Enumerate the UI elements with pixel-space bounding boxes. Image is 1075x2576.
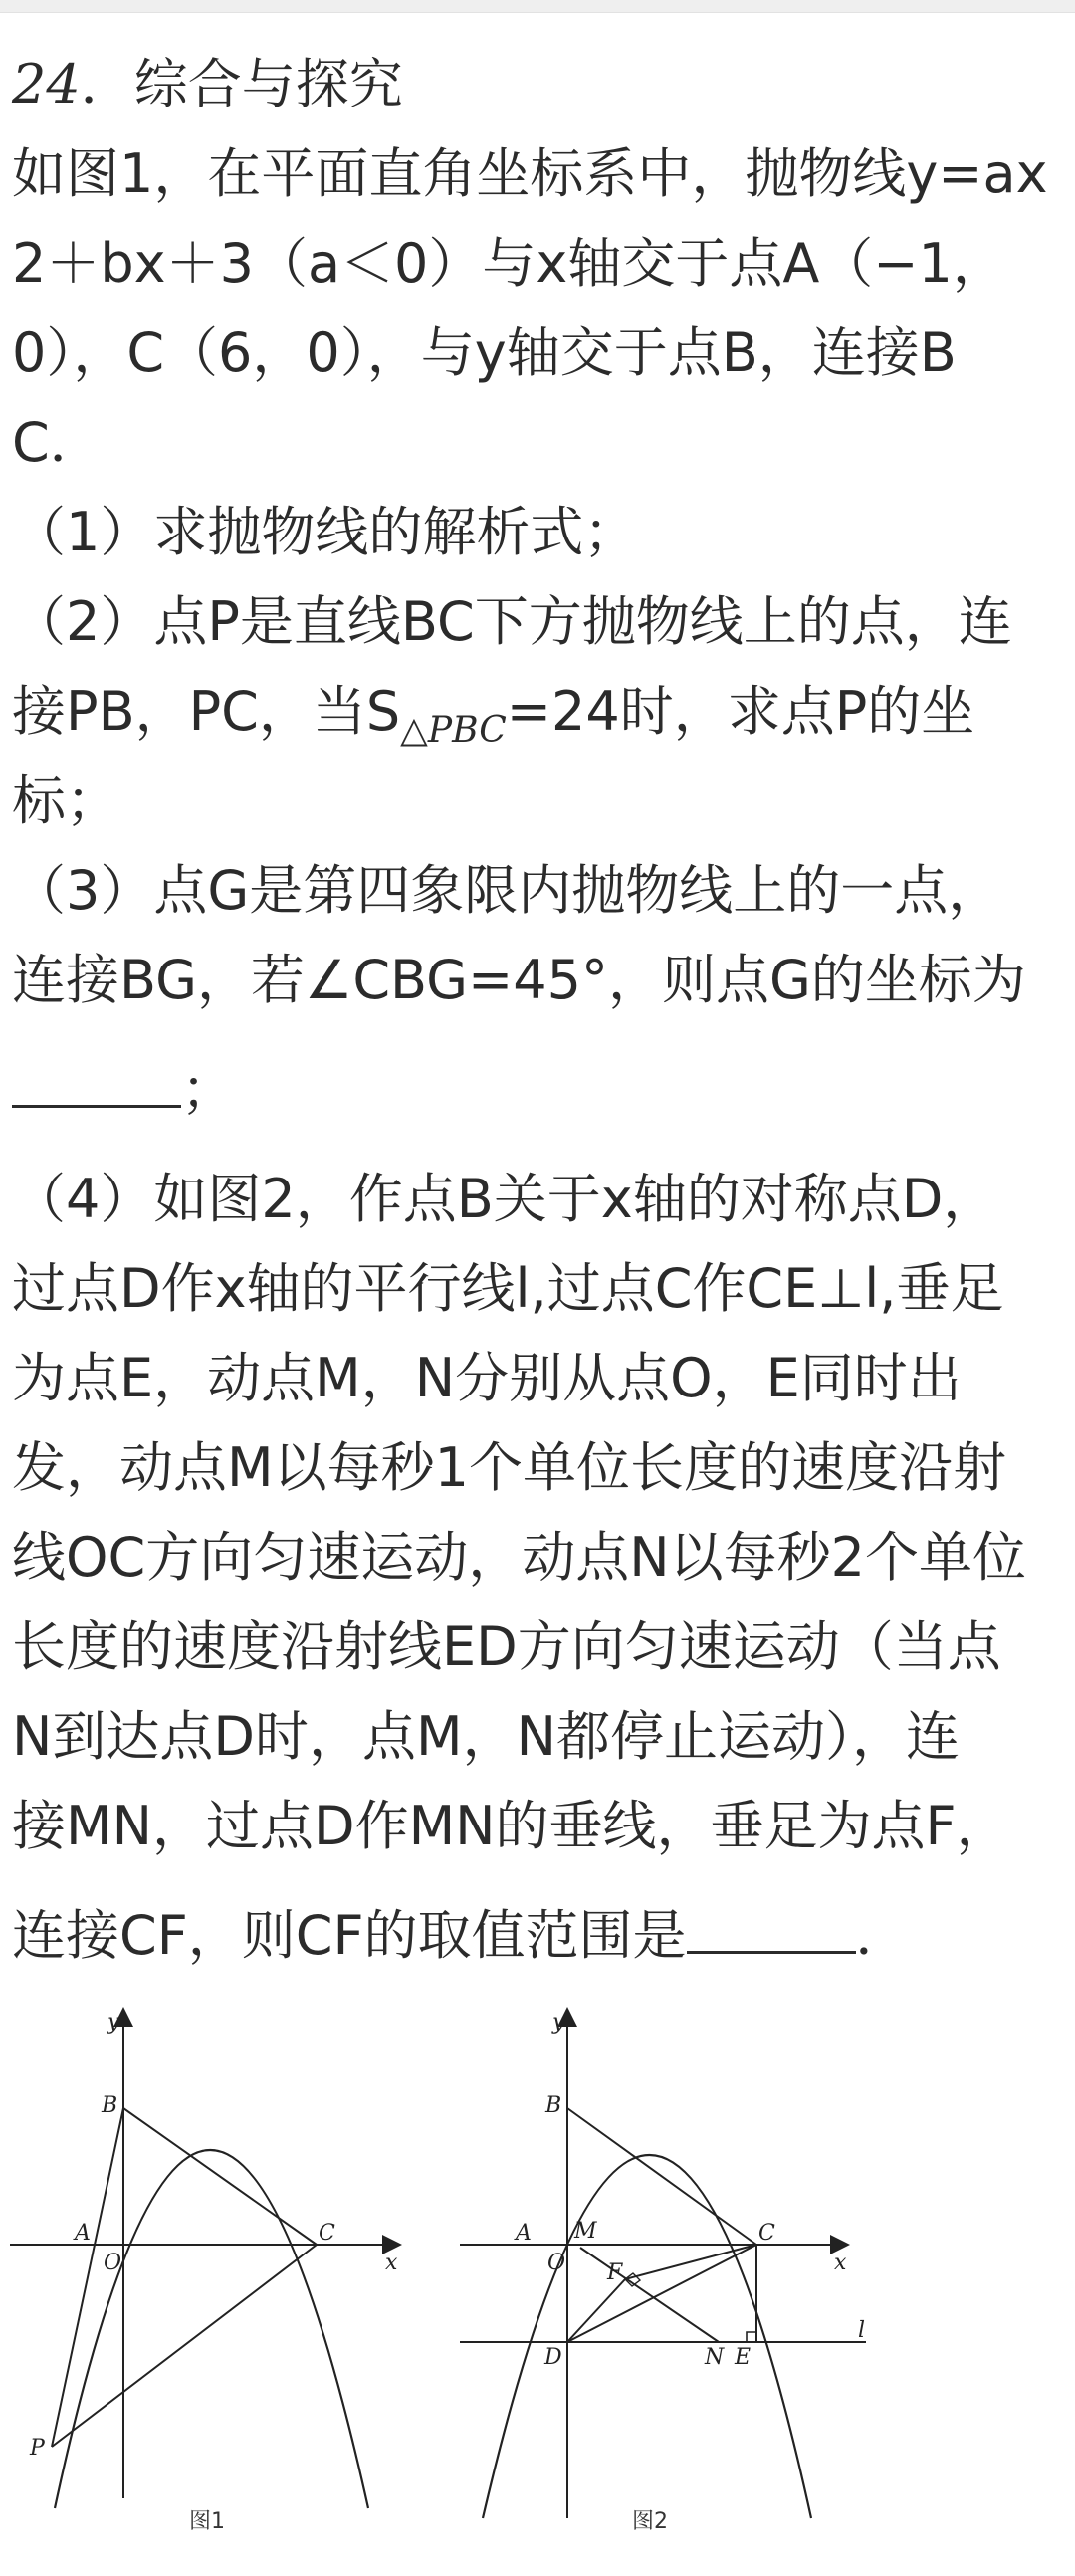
figure-2 (448, 1981, 886, 2538)
x-label: x (834, 2251, 847, 2275)
question-2-line-1: （2）点P是直线BC下方抛物线上的点，连 (12, 590, 1012, 653)
figure-2-caption: 图2 (632, 2509, 668, 2534)
question-4-line-8: 接MN，过点D作MN的垂线，垂足为点F， (12, 1795, 1010, 1857)
problem-stem-line-4: C． (12, 411, 104, 474)
line-l-label: l (858, 2318, 866, 2343)
question-4-line-5: 线OC方向匀速运动，动点N以每秒2个单位 (12, 1526, 1026, 1589)
point-f-label: F (607, 2260, 623, 2285)
point-o-label: O (547, 2251, 566, 2275)
question-3-line-1: （3）点G是第四象限内抛物线上的一点， (12, 859, 1002, 922)
point-o-label: O (104, 2251, 122, 2275)
problem-title: 24．综合与探究 (12, 53, 403, 115)
question-4-line-9: 连接CF，则CF的取值范围是 ． (12, 1904, 910, 1967)
answer-blank-3[interactable] (12, 1095, 181, 1108)
question-4-line-2: 过点D作x轴的平行线l,过点C作CE⊥l,垂足 (12, 1257, 1004, 1320)
segment-mn (580, 2248, 719, 2342)
point-d-label: D (544, 2345, 562, 2370)
question-4-line-7: N到达点D时，点M，N都停止运动），连 (12, 1705, 960, 1768)
point-a-label: A (516, 2221, 532, 2246)
problem-text (12, 40, 1067, 1981)
point-c-label: C (319, 2221, 335, 2246)
figure-1-caption: 图1 (189, 2509, 225, 2534)
segment-pb (52, 2108, 123, 2447)
parabola (55, 2150, 368, 2508)
problem-stem-line-3: 0），C（6，0），与y轴交于点B，连接B (12, 322, 957, 384)
question-3-line-2: 连接BG，若∠CBG=45°，则点G的坐标为 (12, 949, 1026, 1011)
question-2-line-2: 接PB，PC，当$S_{\triangle PBC}=24$时，求点P的坐 (12, 680, 975, 751)
figure-1 (0, 1981, 448, 2538)
segment-fc (625, 2245, 756, 2279)
point-n-label: N (705, 2345, 725, 2370)
question-4-line-4: 发，动点M以每秒1个单位长度的速度沿射 (12, 1436, 1006, 1499)
question-1: （1）求抛物线的解析式； (12, 501, 638, 563)
point-b-label: B (102, 2093, 118, 2118)
segment-pc (52, 2245, 317, 2447)
top-bar (0, 0, 1075, 13)
point-a-label: A (75, 2221, 91, 2246)
point-b-label: B (545, 2093, 562, 2118)
question-4-line-1: （4）如图2，作点B关于x轴的对称点D， (12, 1168, 997, 1230)
point-e-label: E (735, 2345, 752, 2370)
point-p-label: P (30, 2436, 45, 2461)
segment-df (567, 2279, 625, 2342)
problem-stem-line-1: 如图1，在平面直角坐标系中，抛物线y=ax (12, 142, 1048, 205)
y-label: y (552, 2010, 565, 2035)
y-label: y (108, 2010, 120, 2035)
question-3-answer-line: ； (12, 1025, 1067, 1155)
point-m-label: M (574, 2219, 597, 2244)
point-c-label: C (758, 2221, 775, 2246)
question-4-line-3: 为点E，动点M，N分别从点O，E同时出 (12, 1347, 962, 1409)
question-4-line-6: 长度的速度沿射线ED方向匀速运动（当点 (12, 1615, 1001, 1678)
parabola (483, 2155, 811, 2518)
right-angle-e (747, 2332, 756, 2342)
problem-stem-line-2: 2＋bx＋3（a＜0）与x轴交于点A（−1， (12, 232, 1006, 295)
segment-bc (123, 2108, 317, 2245)
answer-blank-4[interactable] (687, 1941, 856, 1954)
question-2-line-3: 标； (12, 769, 119, 832)
x-label: x (385, 2251, 398, 2275)
